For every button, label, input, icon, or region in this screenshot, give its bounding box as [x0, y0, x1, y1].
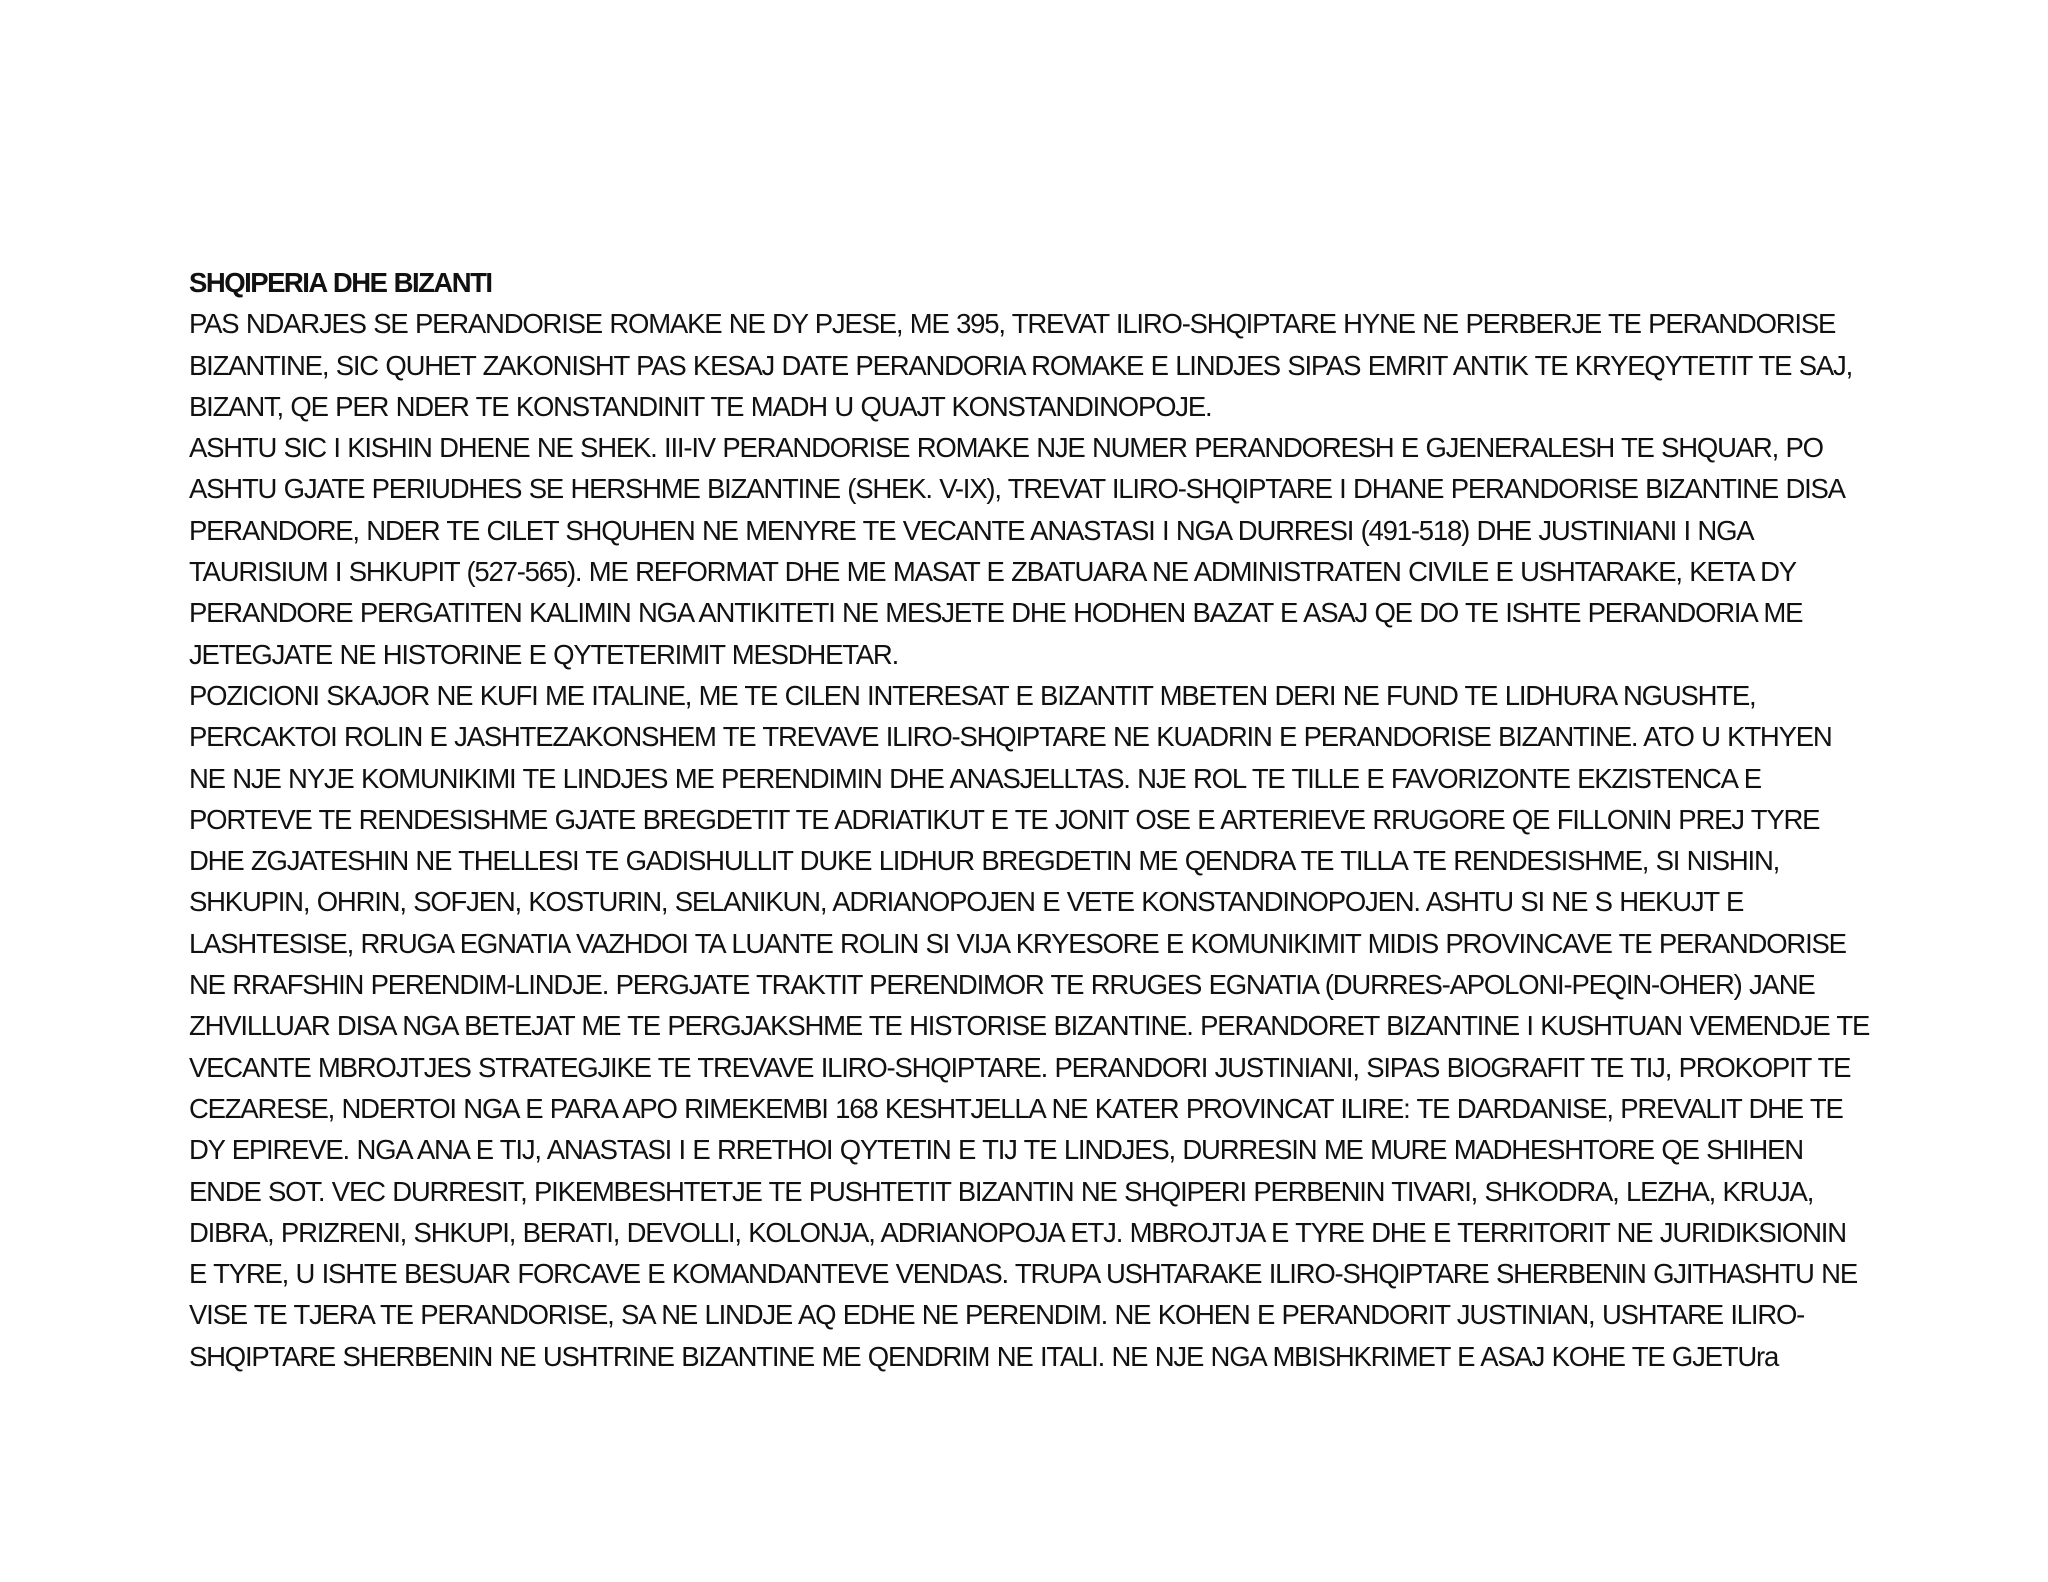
text-line: PERANDORE PERGATITEN KALIMIN NGA ANTIKITETI NE MESJETE DHE HODHEN BAZAT E ASAJ QE DO TE ISHTE PERANDORIA ME — [189, 597, 1803, 629]
text-line: ASHTU GJATE PERIUDHES SE HERSHME BIZANTINE (SHEK. V-IX), TREVAT ILIRO-SHQIPTARE I DHANE PERANDORISE BIZANTINE DISA — [189, 473, 1845, 505]
text-line: BIZANTINE, SIC QUHET ZAKONISHT PAS KESAJ DATE PERANDORIA ROMAKE E LINDJES SIPAS EMRIT ANTIK TE KRYEQYTETIT TE SAJ, — [189, 349, 1853, 381]
text-line: NE RRAFSHIN PERENDIM-LINDJE. PERGJATE TRAKTIT PERENDIMOR TE RRUGES EGNATIA (DURRES-APOLONI-PEQIN-OHER) JANE — [189, 969, 1815, 1001]
text-line: SHQIPTARE SHERBENIN NE USHTRINE BIZANTINE ME QENDRIM NE ITALI. NE NJE NGA MBISHKRIMET E ASAJ KOHE TE GJETUra — [189, 1340, 1779, 1372]
paragraph-2 — [189, 427, 1889, 675]
text-line: VISE TE TJERA TE PERANDORISE, SA NE LINDJE AQ EDHE NE PERENDIM. NE KOHEN E PERANDORIT JUSTINIAN, USHTARE ILIRO- — [189, 1299, 1805, 1331]
text-line: CEZARESE, NDERTOI NGA E PARA APO RIMEKEMBI 168 KESHTJELLA NE KATER PROVINCAT ILIRE: TE DARDANISE, PREVALIT DHE TE — [189, 1092, 1843, 1124]
text-line: TAURISIUM I SHKUPIT (527-565). ME REFORMAT DHE ME MASAT E ZBATUARA NE ADMINISTRATEN CIVILE E USHTARAKE, KETA DY — [189, 556, 1796, 588]
text-line: ASHTU SIC I KISHIN DHENE NE SHEK. III-IV PERANDORISE ROMAKE NJE NUMER PERANDORESH E GJENERALESH TE SHQUAR, PO — [189, 432, 1823, 464]
paragraph-3 — [189, 675, 1889, 1377]
paragraph-1 — [189, 303, 1889, 427]
text-line: E TYRE, U ISHTE BESUAR FORCAVE E KOMANDANTEVE VENDAS. TRUPA USHTARAKE ILIRO-SHQIPTARE SHERBENIN GJITHASHTU NE — [189, 1258, 1857, 1290]
text-line: DY EPIREVE. NGA ANA E TIJ, ANASTASI I E RRETHOI QYTETIN E TIJ TE LINDJES, DURRESIN ME MURE MADHESHTORE QE SHIHEN — [189, 1134, 1803, 1166]
text-line: PERCAKTOI ROLIN E JASHTEZAKONSHEM TE TREVAVE ILIRO-SHQIPTARE NE KUADRIN E PERANDORISE BIZANTINE. ATO U KTHYEN — [189, 721, 1832, 753]
text-line: SHKUPIN, OHRIN, SOFJEN, KOSTURIN, SELANIKUN, ADRIANOPOJEN E VETE KONSTANDINOPOJEN. ASHTU SI NE S HEKUJT E — [189, 886, 1744, 918]
text-line: PERANDORE, NDER TE CILET SHQUHEN NE MENYRE TE VECANTE ANASTASI I NGA DURRESI (491-518) DHE JUSTINIANI I NGA — [189, 514, 1754, 546]
text-line: BIZANT, QE PER NDER TE KONSTANDINIT TE MADH U QUAJT KONSTANDINOPOJE. — [189, 390, 1212, 422]
document-title: SHQIPERIA DHE BIZANTI — [189, 267, 492, 298]
text-line: ENDE SOT. VEC DURRESIT, PIKEMBESHTETJE TE PUSHTETIT BIZANTIN NE SHQIPERI PERBENIN TIVARI, SHKODRA, LEZHA, KRUJA, — [189, 1175, 1814, 1207]
text-line: VECANTE MBROJTJES STRATEGJIKE TE TREVAVE ILIRO-SHQIPTARE. PERANDORI JUSTINIANI, SIPAS BIOGRAFIT TE TIJ, PROKOPIT TE — [189, 1051, 1851, 1083]
text-line: NE NJE NYJE KOMUNIKIMI TE LINDJES ME PERENDIMIN DHE ANASJELLTAS. NJE ROL TE TILLE E FAVORIZONTE EKZISTENCA E — [189, 762, 1761, 794]
text-line: PORTEVE TE RENDESISHME GJATE BREGDETIT TE ADRIATIKUT E TE JONIT OSE E ARTERIEVE RRUGORE QE FILLONIN PREJ TYRE — [189, 803, 1820, 835]
text-line: ZHVILLUAR DISA NGA BETEJAT ME TE PERGJAKSHME TE HISTORISE BIZANTINE. PERANDORET BIZANTINE I KUSHTUAN VEMENDJE TE — [189, 1010, 1870, 1042]
text-line: LASHTESISE, RRUGA EGNATIA VAZHDOI TA LUANTE ROLIN SI VIJA KRYESORE E KOMUNIKIMIT MIDIS PROVINCAVE TE PERANDORISE — [189, 927, 1846, 959]
document-body — [189, 262, 1889, 1377]
text-line: POZICIONI SKAJOR NE KUFI ME ITALINE, ME TE CILEN INTERESAT E BIZANTIT MBETEN DERI NE FUND TE LIDHURA NGUSHTE, — [189, 679, 1756, 711]
text-line: PAS NDARJES SE PERANDORISE ROMAKE NE DY PJESE, ME 395, TREVAT ILIRO-SHQIPTARE HYNE NE PERBERJE TE PERANDORISE — [189, 308, 1836, 340]
text-line: DHE ZGJATESHIN NE THELLESI TE GADISHULLIT DUKE LIDHUR BREGDETIN ME QENDRA TE TILLA TE RENDESISHME, SI NISHIN, — [189, 845, 1780, 877]
text-line: DIBRA, PRIZRENI, SHKUPI, BERATI, DEVOLLI, KOLONJA, ADRIANOPOJA ETJ. MBROJTJA E TYRE DHE E TERRITORIT NE JURIDIKSIONIN — [189, 1216, 1846, 1248]
text-line: JETEGJATE NE HISTORINE E QYTETERIMIT MESDHETAR. — [189, 638, 899, 670]
